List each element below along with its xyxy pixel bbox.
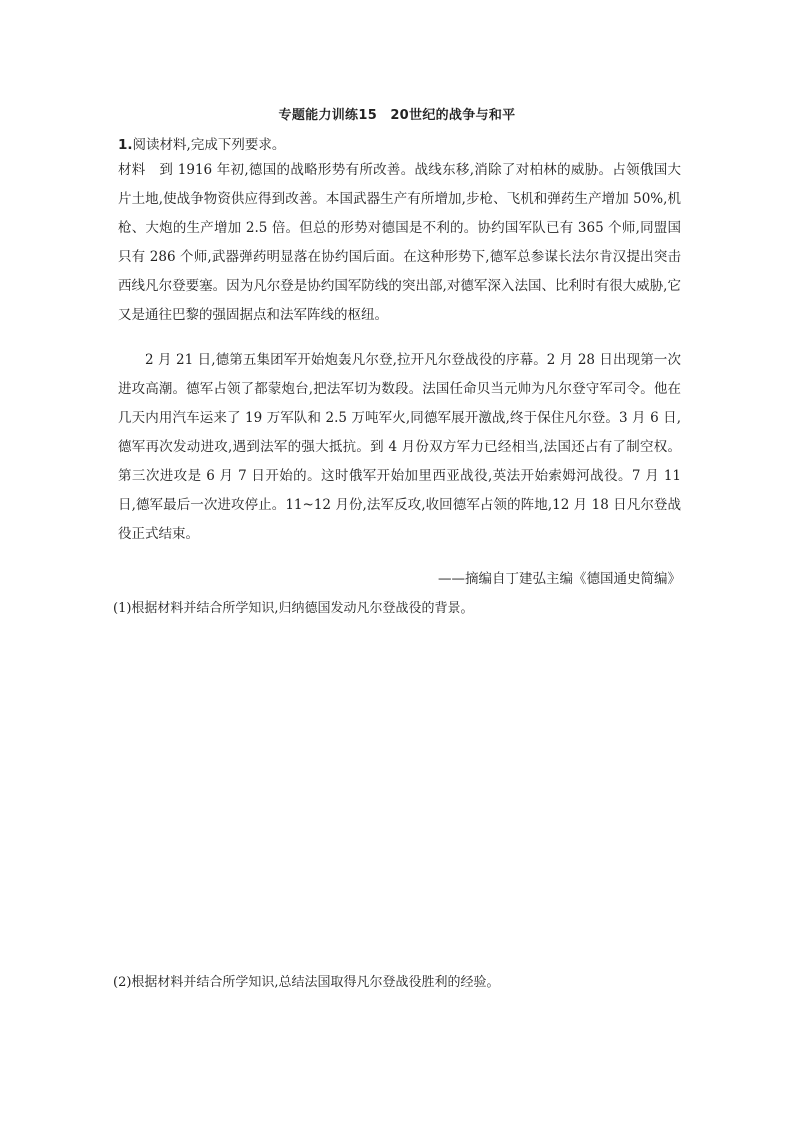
question-header: [118, 133, 285, 153]
material-paragraph-1: 材料 到 1916 年初,德国的战略形势有所改善。战线东移,消除了对柏林的威胁。占领俄国大片土地,使战争物资供应得到改善。本国武器生产有所增加,步枪、飞机和弹药生产增加 50%,机枪、大炮的生产增加 2.5 倍。但总的形势对德国是不利的。协约国军队已有 365 个师,同盟国只有 286 个师,武器弹药明显落在协约国后面。在这种形势下,德军总参谋长法尔肯汉提出突击西线凡尔登要塞。因为凡尔登是协约国军防线的突出部,对德军深入法国、比利时有很大威胁,它又是通往巴黎的强固据点和法军阵线的枢纽。: [118, 162, 681, 323]
page-title: 专题能力训练15 20世纪的战争与和平: [278, 108, 516, 123]
material-source: ——摘编自丁建弘主编《德国通史简编》: [438, 571, 681, 587]
sub-question-2: (2)根据材料并结合所学知识,总结法国取得凡尔登战役胜利的经验。: [113, 975, 500, 990]
question-instruction: 阅读材料,完成下列要求。: [132, 137, 286, 153]
material-paragraph-2: 2 月 21 日,德第五集团军开始炮轰凡尔登,拉开凡尔登战役的序幕。2 月 28 日出现第一次进攻高潮。德军占领了都蒙炮台,把法军切为数段。法国任命贝当元帅为凡尔登守军司令。他在几天内用汽车运来了 19 万军队和 2.5 万吨军火,同德军展开激战,终于保住凡尔登。3 月 6 日,德军再次发动进攻,遇到法军的强大抵抗。到 4 月份双方军力已经相当,法国还占有了制空权。第三次进攻是 6 月 7 日开始的。这时俄军开始加里西亚战役,英法开始索姆河战役。7 月 11 日,德军最后一次进攻停止。11~12 月份,法军反攻,收回德军占领的阵地,12 月 18 日凡尔登战役正式结束。: [118, 352, 681, 542]
question-number: 1.: [118, 137, 133, 153]
sub-question-1: (1)根据材料并结合所学知识,归纳德国发动凡尔登战役的背景。: [113, 601, 474, 616]
